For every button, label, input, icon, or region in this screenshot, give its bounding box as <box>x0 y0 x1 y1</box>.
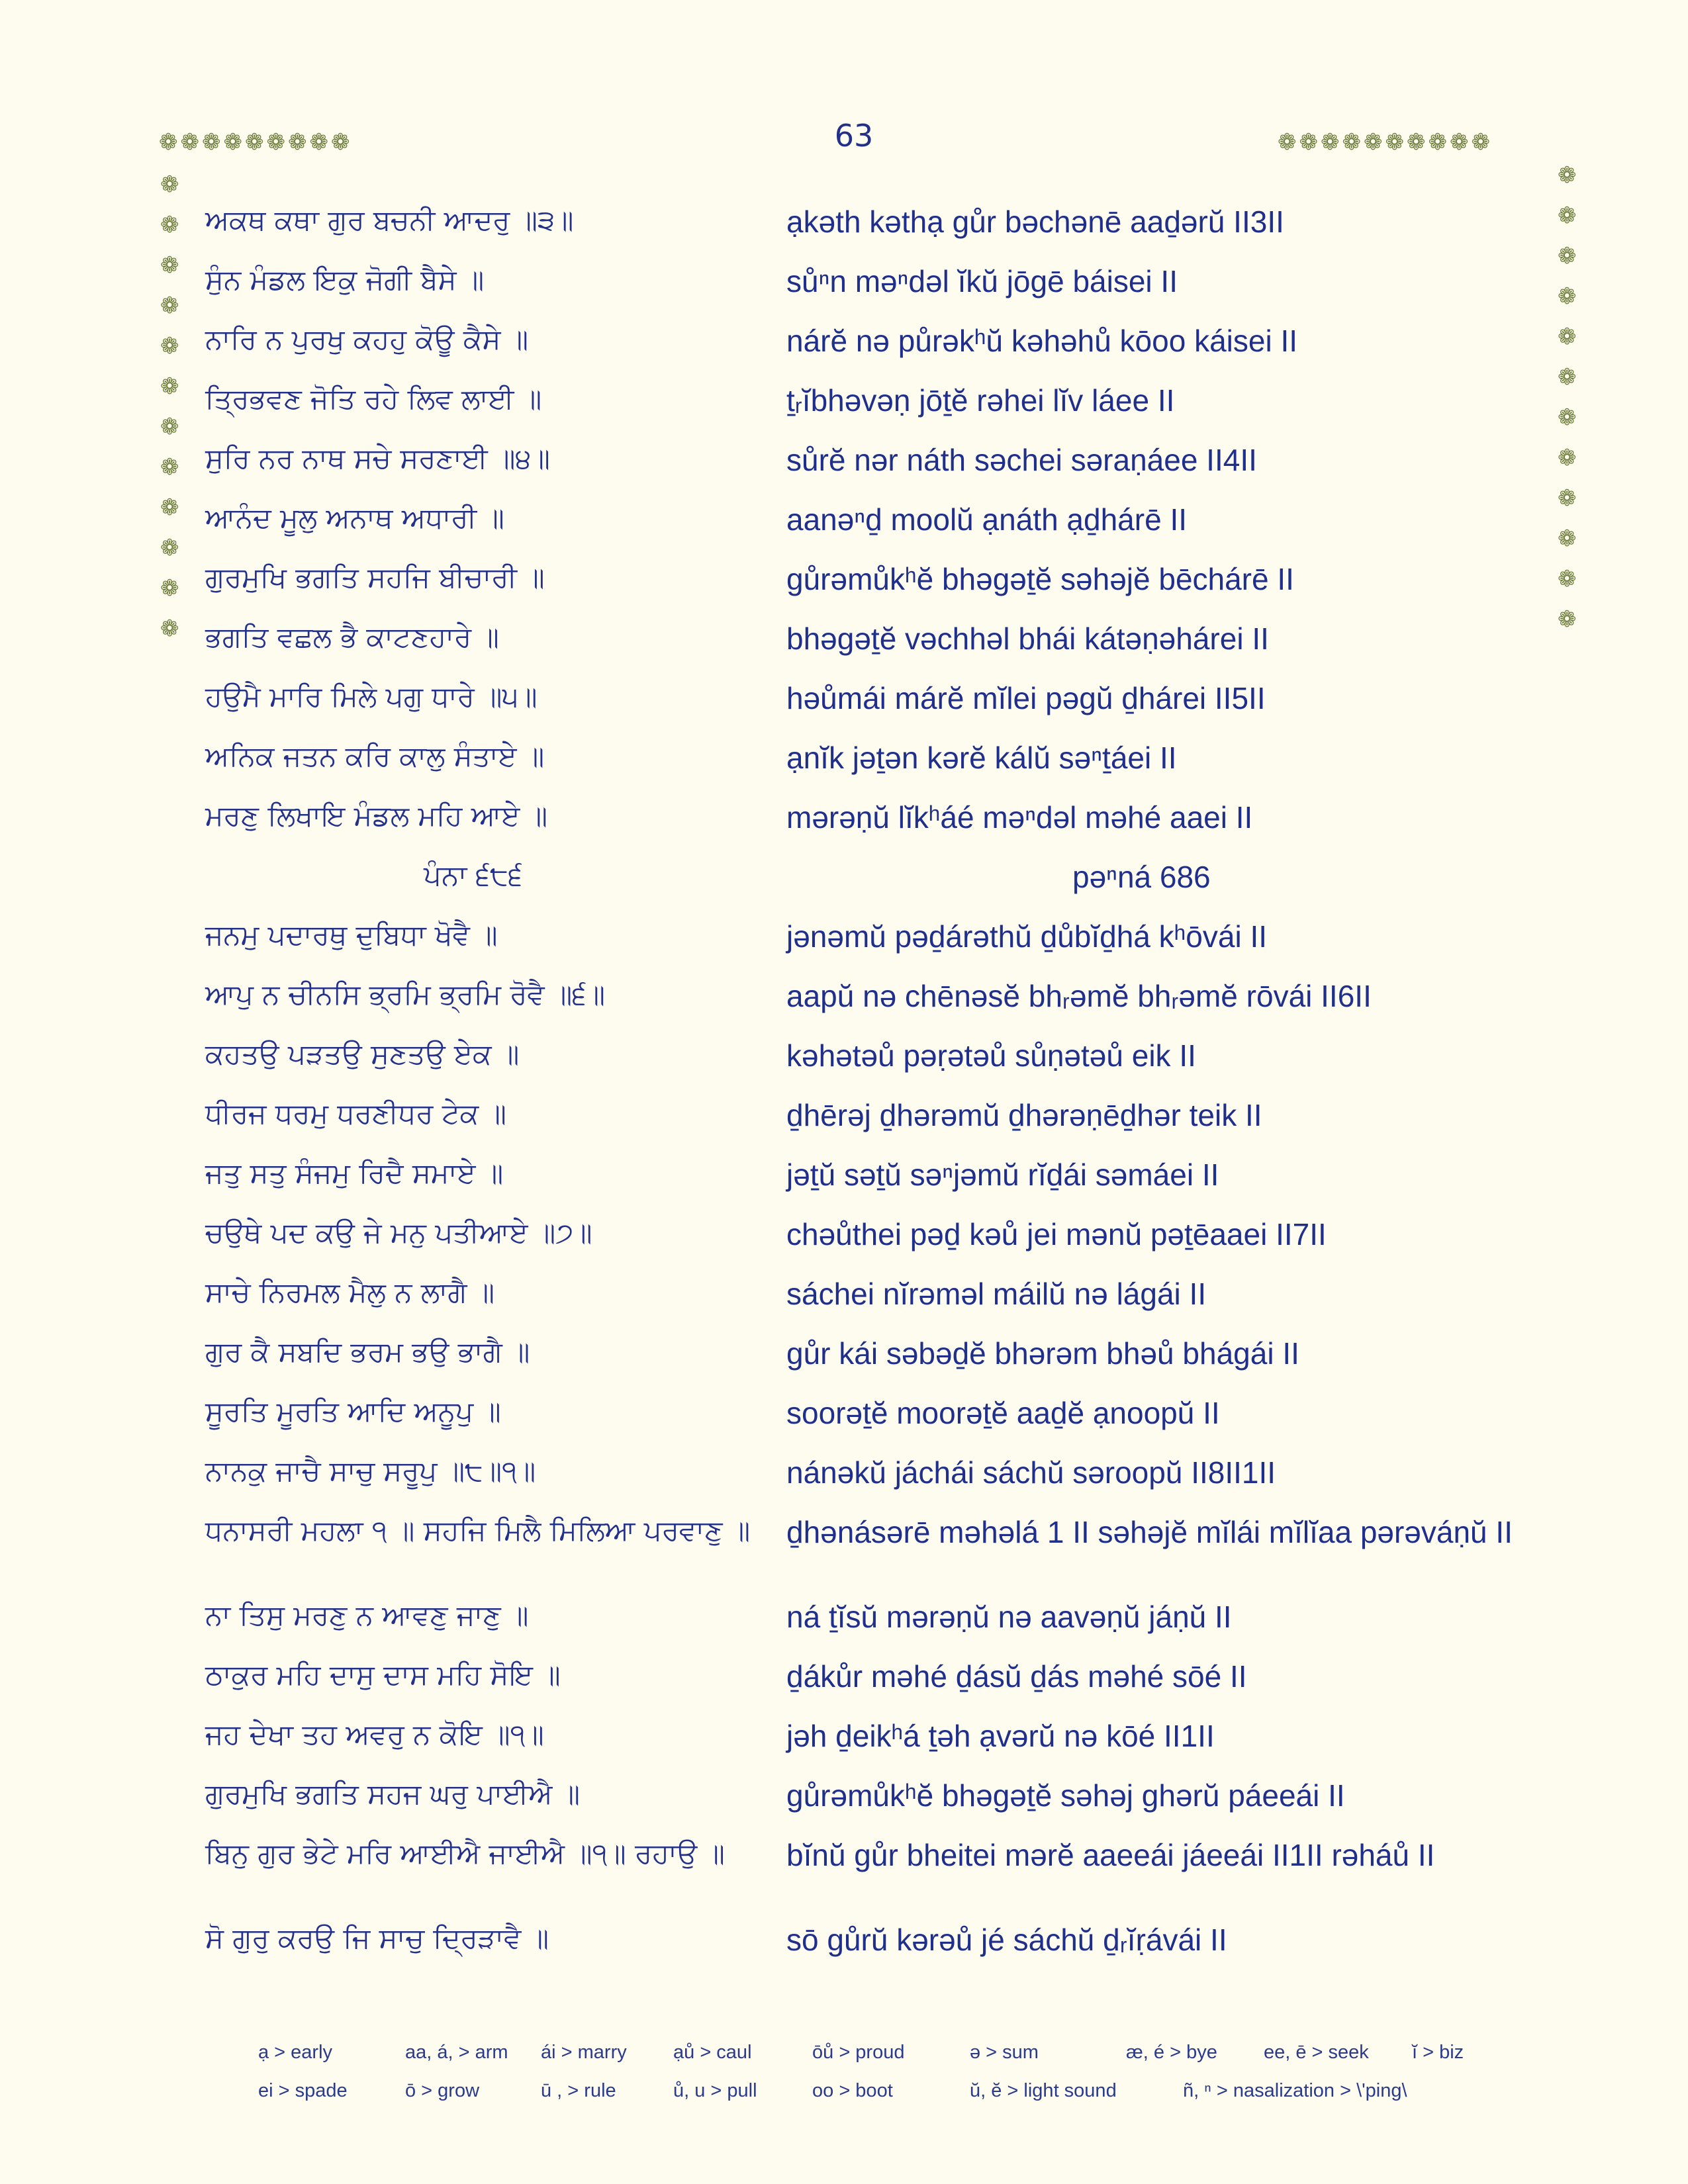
verse-row <box>205 1918 1549 1978</box>
verse-row <box>205 676 1549 736</box>
verse-row <box>205 1272 1549 1332</box>
verse-row <box>205 1093 1549 1153</box>
flower-ornament-icon: ❁ <box>160 494 179 521</box>
gurmukhi-text: ਧੀਰਜ ਧਰਮੁ ਧਰਣੀਧਰ ਟੇਕ ॥ <box>205 1097 506 1130</box>
transliteration-text: jəh ḏeikʰá ṯəh ạvərŭ nə kōé II1II <box>786 1719 1215 1753</box>
verse-row <box>205 259 1549 319</box>
flower-ornament-icon: ❁ <box>160 414 179 440</box>
verse-row <box>205 1153 1549 1212</box>
flower-ornament-icon: ❁ <box>309 129 331 156</box>
gurmukhi-text: ਜਹ ਦੇਖਾ ਤਹ ਅਵਰੁ ਨ ਕੋਇ ॥੧॥ <box>205 1718 544 1751</box>
verse-row <box>205 1833 1549 1918</box>
transliteration-text: aanəⁿḏ moolŭ ạnáth ạḏhárē II <box>786 502 1188 537</box>
flower-ornament-icon: ❁ <box>160 333 179 359</box>
transliteration-text: bhəgəṯĕ vəchhəl bhái kátəṇəhárei II <box>786 621 1269 656</box>
verse-row <box>205 1510 1549 1595</box>
verse-row <box>205 379 1549 438</box>
gurmukhi-text: ਗੁਰਮੁਖਿ ਭਗਤਿ ਸਹਜਿ ਬੀਚਾਰੀ ॥ <box>205 561 545 594</box>
transliteration-text: ạnĭk jəṯən kərĕ kálŭ səⁿṯáei II <box>786 741 1177 775</box>
transliteration-text: gůrəmůkʰĕ bhəgəṯĕ səhəjĕ bēchárē II <box>786 562 1294 596</box>
legend-item: ū , > rule <box>541 2079 616 2101</box>
gurmukhi-text: ਗੁਰ ਕੈ ਸਬਦਿ ਭਰਮ ਭਉ ਭਾਗੈ ॥ <box>205 1336 530 1368</box>
flower-ornament-icon: ❁ <box>160 293 179 319</box>
flower-ornament-icon: ❁ <box>1450 129 1472 156</box>
legend-item: æ, é > bye <box>1126 2041 1217 2063</box>
verse-row <box>205 557 1549 617</box>
legend-item: ŭ, ĕ > light sound <box>970 2079 1117 2101</box>
verse-list <box>205 200 1549 1978</box>
gurmukhi-text: ਆਨੰਦ ਮੂਲੁ ਅਨਾਥ ਅਧਾਰੀ ॥ <box>205 502 504 534</box>
transliteration-text: sůrĕ nər náth səchei səraṇáee II4II <box>786 443 1257 477</box>
legend-item: ạů > caul <box>673 2041 752 2063</box>
flower-ornament-icon: ❁ <box>160 171 179 198</box>
pronunciation-legend <box>258 2033 1516 2110</box>
top-right-ornament-border <box>1278 131 1493 154</box>
flower-ornament-icon: ❁ <box>1558 364 1577 390</box>
flower-ornament-icon: ❁ <box>160 615 179 642</box>
gurmukhi-text: ਜਨਮੁ ਪਦਾਰਥੁ ਦੁਬਿਧਾ ਖੋਵੈ ॥ <box>205 919 498 951</box>
verse-row <box>205 617 1549 676</box>
flower-ornament-icon: ❁ <box>1321 129 1342 156</box>
flower-ornament-icon: ❁ <box>1558 283 1577 310</box>
flower-ornament-icon: ❁ <box>1558 566 1577 592</box>
flower-ornament-icon: ❁ <box>159 129 181 156</box>
gurmukhi-text: ਗੁਰਮੁਖਿ ਭਗਤਿ ਸਹਜ ਘਰੁ ਪਾਈਐ ॥ <box>205 1778 581 1810</box>
legend-item: ei > spade <box>258 2079 348 2101</box>
verse-row <box>205 1391 1549 1451</box>
gurmukhi-text: ਪੰਨਾ ੬੮੬ <box>424 859 523 891</box>
transliteration-text: chəůthei pəḏ kəů jei mənŭ pəṯēaaei II7II <box>786 1217 1327 1251</box>
transliteration-text: jənəmŭ pəḏárəthŭ ḏůbĭḏhá kʰōvái II <box>786 919 1268 954</box>
gurmukhi-text: ਮਰਣੁ ਲਿਖਾਇ ਮੰਡਲ ਮਹਿ ਆਏ ॥ <box>205 799 548 832</box>
flower-ornament-icon: ❁ <box>1342 129 1364 156</box>
transliteration-text: mərəṇŭ lĭkʰáé məⁿdəl məhé aaei II <box>786 800 1253 835</box>
verse-row <box>205 200 1549 259</box>
verse-row <box>205 1034 1549 1093</box>
gurmukhi-text: ਸਾਚੇ ਨਿਰਮਲ ਮੈਲੁ ਨ ਲਾਗੈ ॥ <box>205 1276 495 1308</box>
flower-ornament-icon: ❁ <box>1364 129 1385 156</box>
verse-row <box>205 1451 1549 1510</box>
flower-ornament-icon: ❁ <box>1558 525 1577 552</box>
transliteration-text: ḏhērəj ḏhərəmŭ ḏhərəṇēḏhər teik II <box>786 1098 1262 1132</box>
flower-ornament-icon: ❁ <box>288 129 310 156</box>
transliteration-text: sō gůrŭ kərəů jé sáchŭ ḏᵣĭṛávái II <box>786 1923 1227 1957</box>
top-left-ornament-border <box>159 131 353 154</box>
transliteration-text: ḏákůr məhé ḏásŭ ḏás məhé sōé II <box>786 1659 1247 1694</box>
flower-ornament-icon: ❁ <box>180 129 202 156</box>
transliteration-text: kəhətəů pəṛətəů sůṇətəů eik II <box>786 1038 1196 1073</box>
verse-row <box>205 1332 1549 1391</box>
gurmukhi-text: ਸੂਰਤਿ ਮੂਰਤਿ ਆਦਿ ਅਨੂਪੁ ॥ <box>205 1395 501 1428</box>
legend-item: ə > sum <box>970 2041 1039 2063</box>
flower-ornament-icon: ❁ <box>1558 445 1577 471</box>
flower-ornament-icon: ❁ <box>1558 485 1577 512</box>
gurmukhi-text: ਅਨਿਕ ਜਤਨ ਕਰਿ ਕਾਲੁ ਸੰਤਾਏ ॥ <box>205 740 545 772</box>
verse-row <box>205 1714 1549 1774</box>
legend-item: ñ, ⁿ > nasalization > \'ping\ <box>1183 2079 1407 2101</box>
flower-ornament-icon: ❁ <box>1558 606 1577 633</box>
transliteration-text: ṯᵣĭbhəvəṇ jōṯĕ rəhei lĭv láee II <box>786 383 1175 418</box>
flower-ornament-icon: ❁ <box>160 575 179 602</box>
flower-ornament-icon: ❁ <box>160 535 179 561</box>
transliteration-text: soorəṯĕ moorəṯĕ aaḏĕ ạnoopŭ II <box>786 1396 1220 1430</box>
legend-row-2 <box>258 2071 1516 2110</box>
transliteration-text: gůrəmůkʰĕ bhəgəṯĕ səhəj ghərŭ páeeái II <box>786 1778 1345 1813</box>
transliteration-text: sůⁿn məⁿdəl ĭkŭ jōgē báisei II <box>786 264 1178 298</box>
gurmukhi-text: ਤ੍ਰਿਭਵਣ ਜੋਤਿ ਰਹੇ ਲਿਵ ਲਾਈ ॥ <box>205 383 542 415</box>
verse-row <box>205 438 1549 498</box>
gurmukhi-text: ਸੋ ਗੁਰੁ ਕਰਉ ਜਿ ਸਾਚੁ ਦ੍ਰਿੜਾਵੈ ॥ <box>205 1922 549 1954</box>
verse-row <box>205 915 1549 974</box>
right-ornament-border <box>1558 164 1577 631</box>
gurmukhi-text: ਨਾ ਤਿਸੁ ਮਰਣੁ ਨ ਆਵਣੁ ਜਾਣੁ ॥ <box>205 1599 529 1631</box>
flower-ornament-icon: ❁ <box>202 129 224 156</box>
transliteration-text: həůmái márĕ mĭlei pəgŭ ḏhárei II5II <box>786 681 1266 715</box>
flower-ornament-icon: ❁ <box>160 212 179 238</box>
gurmukhi-text: ਹਉਮੈ ਮਾਰਿ ਮਿਲੇ ਪਗੁ ਧਾਰੇ ॥੫॥ <box>205 680 538 713</box>
transliteration-text: sáchei nĭrəməl máilŭ nə lágái II <box>786 1277 1207 1311</box>
gurmukhi-text: ਸੁਰਿ ਨਰ ਨਾਥ ਸਚੇ ਸਰਣਾਈ ॥੪॥ <box>205 442 550 475</box>
flower-ornament-icon: ❁ <box>1558 243 1577 269</box>
verse-row <box>205 974 1549 1034</box>
left-ornament-border <box>160 173 179 640</box>
transliteration-text: aapŭ nə chēnəsĕ bhᵣəmĕ bhᵣəmĕ rōvái II6II <box>786 979 1372 1013</box>
legend-item: ō > grow <box>405 2079 480 2101</box>
legend-item: ee, ē > seek <box>1264 2041 1369 2063</box>
gurmukhi-text: ਅਕਥ ਕਥਾ ਗੁਰ ਬਚਨੀ ਆਦਰੁ ॥੩॥ <box>205 204 574 236</box>
gurmukhi-text: ਨਾਰਿ ਨ ਪੁਰਖੁ ਕਹਹੁ ਕੋਊ ਕੈਸੇ ॥ <box>205 323 529 355</box>
gurmukhi-text: ਠਾਕੁਰ ਮਹਿ ਦਾਸੁ ਦਾਸ ਮਹਿ ਸੋਇ ॥ <box>205 1659 561 1691</box>
flower-ornament-icon: ❁ <box>1428 129 1450 156</box>
legend-item: ĭ > biz <box>1412 2041 1464 2063</box>
flower-ornament-icon: ❁ <box>331 129 353 156</box>
gurmukhi-text: ਨਾਨਕੁ ਜਾਚੈ ਸਾਚੁ ਸਰੂਪੁ ॥੮॥੧॥ <box>205 1455 536 1487</box>
legend-item: oo > boot <box>812 2079 893 2101</box>
verse-row <box>205 319 1549 379</box>
gurmukhi-text: ਭਗਤਿ ਵਛਲ ਭੈ ਕਾਟਣਹਾਰੇ ॥ <box>205 621 499 653</box>
flower-ornament-icon: ❁ <box>1278 129 1299 156</box>
flower-ornament-icon: ❁ <box>1558 203 1577 229</box>
flower-ornament-icon: ❁ <box>245 129 267 156</box>
flower-ornament-icon: ❁ <box>160 373 179 400</box>
transliteration-text: ná ṯĭsŭ mərəṇŭ nə aavəṇŭ jáṇŭ II <box>786 1600 1232 1634</box>
flower-ornament-icon: ❁ <box>1558 324 1577 350</box>
gurmukhi-text: ਧਨਾਸਰੀ ਮਹਲਾ ੧ ॥ ਸਹਜਿ ਮਿਲੈ ਮਿਲਿਆ ਪਰਵਾਣੁ ॥ <box>205 1514 751 1547</box>
page-marker-row <box>205 855 1549 915</box>
legend-item: aa, á, > arm <box>405 2041 508 2063</box>
verse-row <box>205 1595 1549 1655</box>
verse-row <box>205 736 1549 796</box>
verse-row <box>205 796 1549 855</box>
gurmukhi-text: ਕਹਤਉ ਪੜਤਉ ਸੁਣਤਉ ਏਕ ॥ <box>205 1038 520 1070</box>
verse-row <box>205 1212 1549 1272</box>
gurmukhi-text: ਸੁੰਨ ਮੰਡਲ ਇਕੁ ਜੋਗੀ ਬੈਸੇ ॥ <box>205 263 485 296</box>
legend-item: ái > marry <box>541 2041 627 2063</box>
flower-ornament-icon: ❁ <box>1558 404 1577 431</box>
gurmukhi-text: ਬਿਨੁ ਗੁਰ ਭੇਟੇ ਮਰਿ ਆਈਐ ਜਾਈਐ ॥੧॥ ਰਹਾਉ ॥ <box>205 1837 725 1870</box>
gurmukhi-text: ਜਤੁ ਸਤੁ ਸੰਜਮੁ ਰਿਦੈ ਸਮਾਏ ॥ <box>205 1157 504 1189</box>
transliteration-text: jəṯŭ səṯŭ səⁿjəmŭ rĭḏái səmáei II <box>786 1158 1219 1192</box>
flower-ornament-icon: ❁ <box>1385 129 1407 156</box>
legend-row-1 <box>258 2033 1516 2071</box>
verse-row <box>205 1774 1549 1833</box>
flower-ornament-icon: ❁ <box>223 129 245 156</box>
flower-ornament-icon: ❁ <box>1299 129 1321 156</box>
verse-row <box>205 498 1549 557</box>
transliteration-text: ḏhənásərē məhəlá 1 II səhəjĕ mĭlái mĭlĭaa pərəváṇŭ II <box>786 1515 1513 1549</box>
transliteration-text: gůr kái səbəḏĕ bhərəm bhəů bhágái II <box>786 1336 1299 1371</box>
legend-item: ōů > proud <box>812 2041 905 2063</box>
gurmukhi-text: ਆਪੁ ਨ ਚੀਨਸਿ ਭ੍ਰਮਿ ਭ੍ਰਮਿ ਰੋਵੈ ॥੬॥ <box>205 978 606 1011</box>
flower-ornament-icon: ❁ <box>266 129 288 156</box>
legend-item: ů, u > pull <box>673 2079 757 2101</box>
verse-row <box>205 1655 1549 1714</box>
flower-ornament-icon: ❁ <box>1558 162 1577 189</box>
flower-ornament-icon: ❁ <box>160 454 179 480</box>
transliteration-text: nánəkŭ jáchái sáchŭ səroopŭ II8II1II <box>786 1455 1276 1490</box>
flower-ornament-icon: ❁ <box>160 252 179 279</box>
transliteration-text: bĭnŭ gůr bheitei mərĕ aaeeái jáeeái II1II rəháů II <box>786 1838 1435 1872</box>
transliteration-text: nárĕ nə půrəkʰŭ kəhəhů kōoo káisei II <box>786 324 1298 358</box>
gurmukhi-text: ਚਉਥੇ ਪਦ ਕਉ ਜੇ ਮਨੁ ਪਤੀਆਏ ॥੭॥ <box>205 1216 592 1249</box>
flower-ornament-icon: ❁ <box>1407 129 1429 156</box>
legend-item: ạ > early <box>258 2041 333 2063</box>
page-number: 63 <box>834 118 874 154</box>
flower-ornament-icon: ❁ <box>1471 129 1493 156</box>
transliteration-text: ạkəth kəthạ gůr bəchənē aaḏərŭ II3II <box>786 205 1284 239</box>
transliteration-text: pəⁿná 686 <box>1072 860 1211 894</box>
